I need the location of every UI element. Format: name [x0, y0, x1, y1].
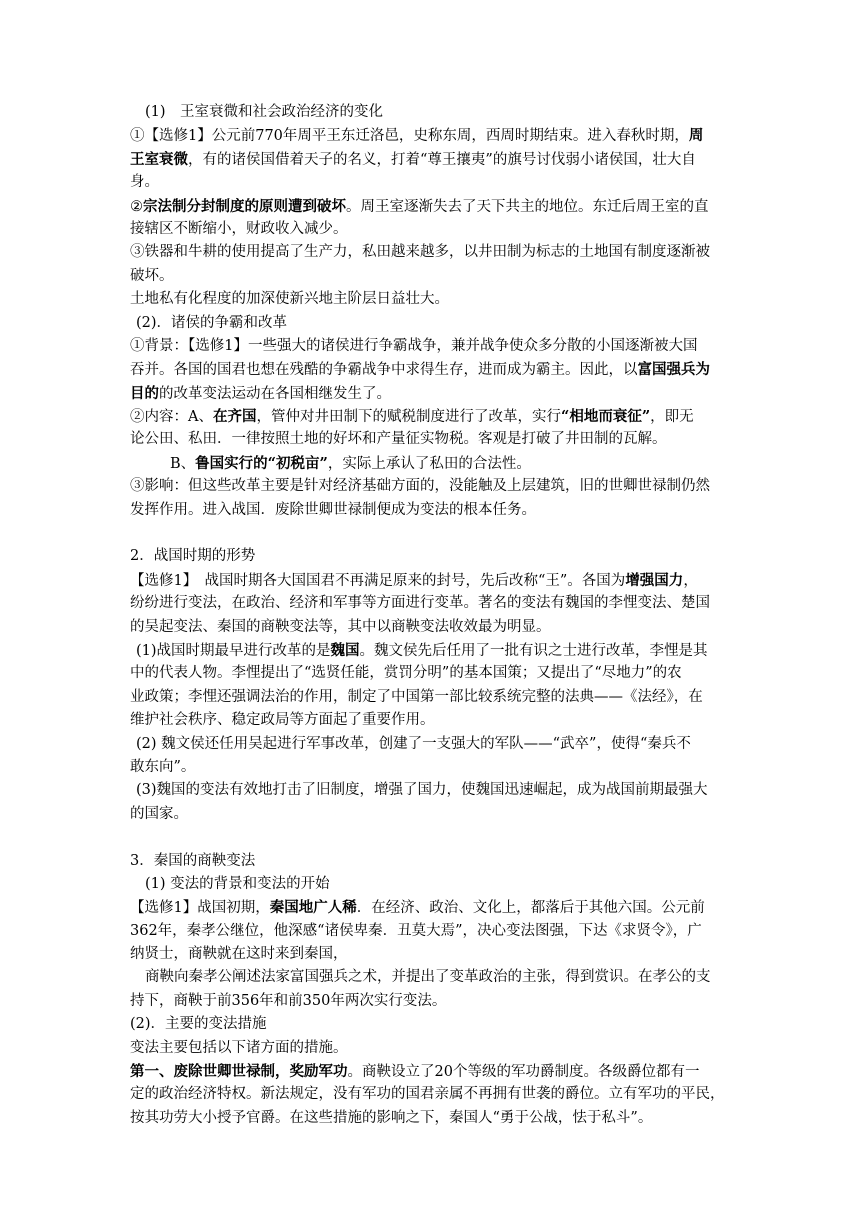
paragraph-line — [130, 686, 730, 709]
paragraph-line — [130, 358, 730, 381]
heading-2 — [130, 545, 730, 568]
text-run: 发挥作用。进入战国．废除世卿世禄制便成为变法的根本任务。 — [130, 501, 536, 518]
bold-text-run: 鲁国实行的“初税亩” — [195, 454, 328, 472]
paragraph-line — [130, 966, 730, 989]
heading-1-2 — [130, 312, 730, 335]
text-run: ①背景：【选修1】一些强大的诸侯进行争霸战争，兼并战争使众多分散的小国逐渐被大国 — [130, 337, 698, 354]
text-run: (3)魏国的变法有效地打击了旧制度，增强了国力，使魏国迅速崛起，成为战国前期最强大 — [136, 782, 708, 799]
bold-text-run: 第一、废除世卿世禄制，奖励军功 — [130, 1063, 348, 1081]
paragraph-line — [130, 1060, 730, 1083]
text-run: (1) 变法的背景和变法的开始 — [145, 875, 330, 892]
paragraph-line — [130, 779, 730, 802]
paragraph-line — [130, 662, 730, 685]
text-run: 身。 — [130, 174, 159, 191]
text-run: 持下，商鞅于前356年和前350年两次实行变法。 — [130, 992, 447, 1009]
bold-text-run: 增强国力 — [625, 571, 684, 589]
blank-line — [130, 522, 730, 545]
text-run: 业政策；李悝还强调法治的作用，制定了中国第一部比较系统完整的法典——《法经》，在 — [130, 688, 703, 705]
document-body — [130, 101, 730, 1130]
text-run: 【选修1】 战国时期各大国国君不再满足原来的封号，先后改称“王”。各国为 — [130, 572, 626, 589]
text-run: 维护社会秩序、稳定政局等方面起了重要作用。 — [130, 712, 435, 729]
bold-text-run: 秦国地广人稀 — [269, 899, 357, 917]
text-run: 。周王室逐渐失去了天下共主的地位。东迁后周王室的直 — [346, 198, 709, 215]
text-run: (1) 王室衰微和社会政治经济的变化 — [145, 104, 384, 120]
text-run: (1)战国时期最早进行改革的是 — [136, 642, 331, 659]
bold-text-run: 富国强兵为 — [637, 361, 710, 379]
paragraph-line — [130, 733, 730, 756]
text-run: 破坏。 — [130, 267, 174, 284]
paragraph-line — [130, 569, 730, 592]
text-run: 按其功劳大小授予官爵。在这些措施的影响之下，秦国人“勇于公战，怯于私斗”。 — [130, 1109, 653, 1126]
text-run: 吞并。各国的国君也想在残酷的争霸战争中求得生存，进而成为霸主。因此，以 — [130, 362, 638, 379]
paragraph-line — [130, 1037, 730, 1060]
paragraph-line — [130, 803, 730, 826]
text-run: ② — [130, 198, 143, 215]
text-run: 接辖区不断缩小，财政收入减少。 — [130, 220, 348, 237]
text-run: ， — [683, 572, 698, 589]
text-run: ，有的诸侯国借着天子的名义，打着“尊王攘夷”的旗号讨伐弱小诸侯国，壮大自 — [188, 151, 696, 168]
text-run: ②内容：A、 — [130, 409, 213, 426]
paragraph-line — [130, 592, 730, 615]
paragraph-line — [130, 709, 730, 732]
text-run: 土地私有化程度的加深使新兴地主阶层日益壮大。 — [130, 291, 449, 308]
text-run: ③影响：但这些改革主要是针对经济基础方面的，没能触及上层建筑，旧的世卿世禄制仍然 — [130, 478, 710, 495]
text-run: 的改革变法运动在各国相继发生了。 — [159, 385, 391, 402]
paragraph-line — [130, 1107, 730, 1130]
paragraph-line — [130, 499, 730, 522]
text-run: 论公田、私田．一律按照土地的好坏和产量征实物税。客观是打破了井田制的瓦解。 — [130, 431, 667, 448]
paragraph-line — [130, 124, 730, 147]
paragraph-line — [130, 171, 730, 194]
text-run: 纳贤士，商鞅就在这时来到秦国， — [130, 946, 348, 963]
text-run: 的国家。 — [130, 805, 188, 822]
text-run: 商鞅向秦孝公阐述法家富国强兵之术，并提出了变革政治的主张，得到赏识。在孝公的支 — [145, 969, 711, 986]
text-run: (2)．主要的变法措施 — [130, 1016, 267, 1033]
paragraph-line — [130, 920, 730, 943]
text-run: 。商鞅设立了20个等级的军功爵制度。各级爵位都有一 — [347, 1064, 700, 1081]
paragraph-line — [130, 148, 730, 171]
paragraph-line — [130, 288, 730, 311]
text-run: 2．战国时期的形势 — [130, 548, 256, 565]
heading-3 — [130, 850, 730, 873]
bold-text-run: “相地而衰征” — [560, 408, 651, 426]
heading-3-2 — [130, 1013, 730, 1036]
bold-text-run: 目的 — [130, 384, 159, 402]
paragraph-line — [130, 241, 730, 264]
text-run: ，即无 — [650, 409, 694, 426]
text-run: 【选修1】战国初期， — [130, 900, 270, 917]
heading-1-1 — [130, 101, 730, 124]
blank-line — [130, 826, 730, 849]
text-run: 362年，秦孝公继位，他深感“诸侯卑秦．丑莫大焉”，决心变法图强，下达《求贤令》，广 — [130, 922, 702, 939]
text-run: B、 — [170, 455, 196, 472]
bold-text-run: 魏国 — [330, 641, 360, 659]
paragraph-line — [130, 405, 730, 428]
text-run: (2) 魏文侯还任用吴起进行军事改革，创建了一支强大的军队——“武卒”，使得“秦兵不 — [136, 735, 691, 752]
paragraph-line — [130, 756, 730, 779]
paragraph-line — [130, 990, 730, 1013]
text-run: 3．秦国的商鞅变法 — [130, 852, 256, 869]
bold-text-run: 在齐国 — [212, 408, 257, 426]
text-run: 变法主要包括以下诸方面的措施。 — [130, 1039, 348, 1056]
paragraph-line — [130, 218, 730, 241]
text-run: ，管仲对井田制下的赋税制度进行了改革，实行 — [256, 409, 561, 426]
paragraph-line — [130, 265, 730, 288]
text-run: 的吴起变法、秦国的商鞅变法等，其中以商鞅变法收效最为明显。 — [130, 618, 551, 635]
text-run: 纷纷进行变法，在政治、经济和军事等方面进行变革。著名的变法有魏国的李悝变法、楚国 — [130, 595, 710, 612]
text-run: (2)．诸侯的争霸和改革 — [136, 314, 288, 331]
text-run: 敢东向”。 — [130, 758, 196, 775]
paragraph-line — [130, 335, 730, 358]
text-run: ③铁器和牛耕的使用提高了生产力，私田越来越多，以井田制为标志的土地国有制度逐渐被 — [130, 244, 710, 261]
paragraph-line — [130, 896, 730, 919]
heading-3-1 — [130, 873, 730, 896]
text-run: 。魏文侯先后任用了一批有识之士进行改革，李悝是其 — [359, 642, 708, 659]
paragraph-line — [130, 616, 730, 639]
bold-text-run: 周 — [688, 127, 704, 145]
paragraph-line — [130, 428, 730, 451]
text-run: ．在经济、政治、文化上，都落后于其他六国。公元前 — [356, 900, 705, 917]
paragraph-line — [130, 943, 730, 966]
text-run: ，实际上承认了私田的合法性。 — [327, 455, 531, 472]
paragraph-line — [130, 1083, 730, 1106]
text-run: 中的代表人物。李悝提出了“选贤任能，赏罚分明”的基本国策；又提出了“尽地力”的农 — [130, 665, 682, 682]
paragraph-line — [130, 452, 730, 475]
text-run: 定的政治经济特权。新法规定，没有军功的国君亲属不再拥有世袭的爵位。立有军功的平民， — [130, 1086, 725, 1103]
paragraph-line — [130, 195, 730, 218]
paragraph-line — [130, 382, 730, 405]
text-run: ①【选修1】公元前770年周平王东迁洛邑，史称东周，西周时期结束。进入春秋时期， — [130, 128, 689, 145]
paragraph-line — [130, 475, 730, 498]
bold-text-run: 宗法制分封制度的原则遭到破坏 — [143, 197, 346, 215]
paragraph-line — [130, 639, 730, 662]
bold-text-run: 王室衰微 — [130, 150, 188, 168]
